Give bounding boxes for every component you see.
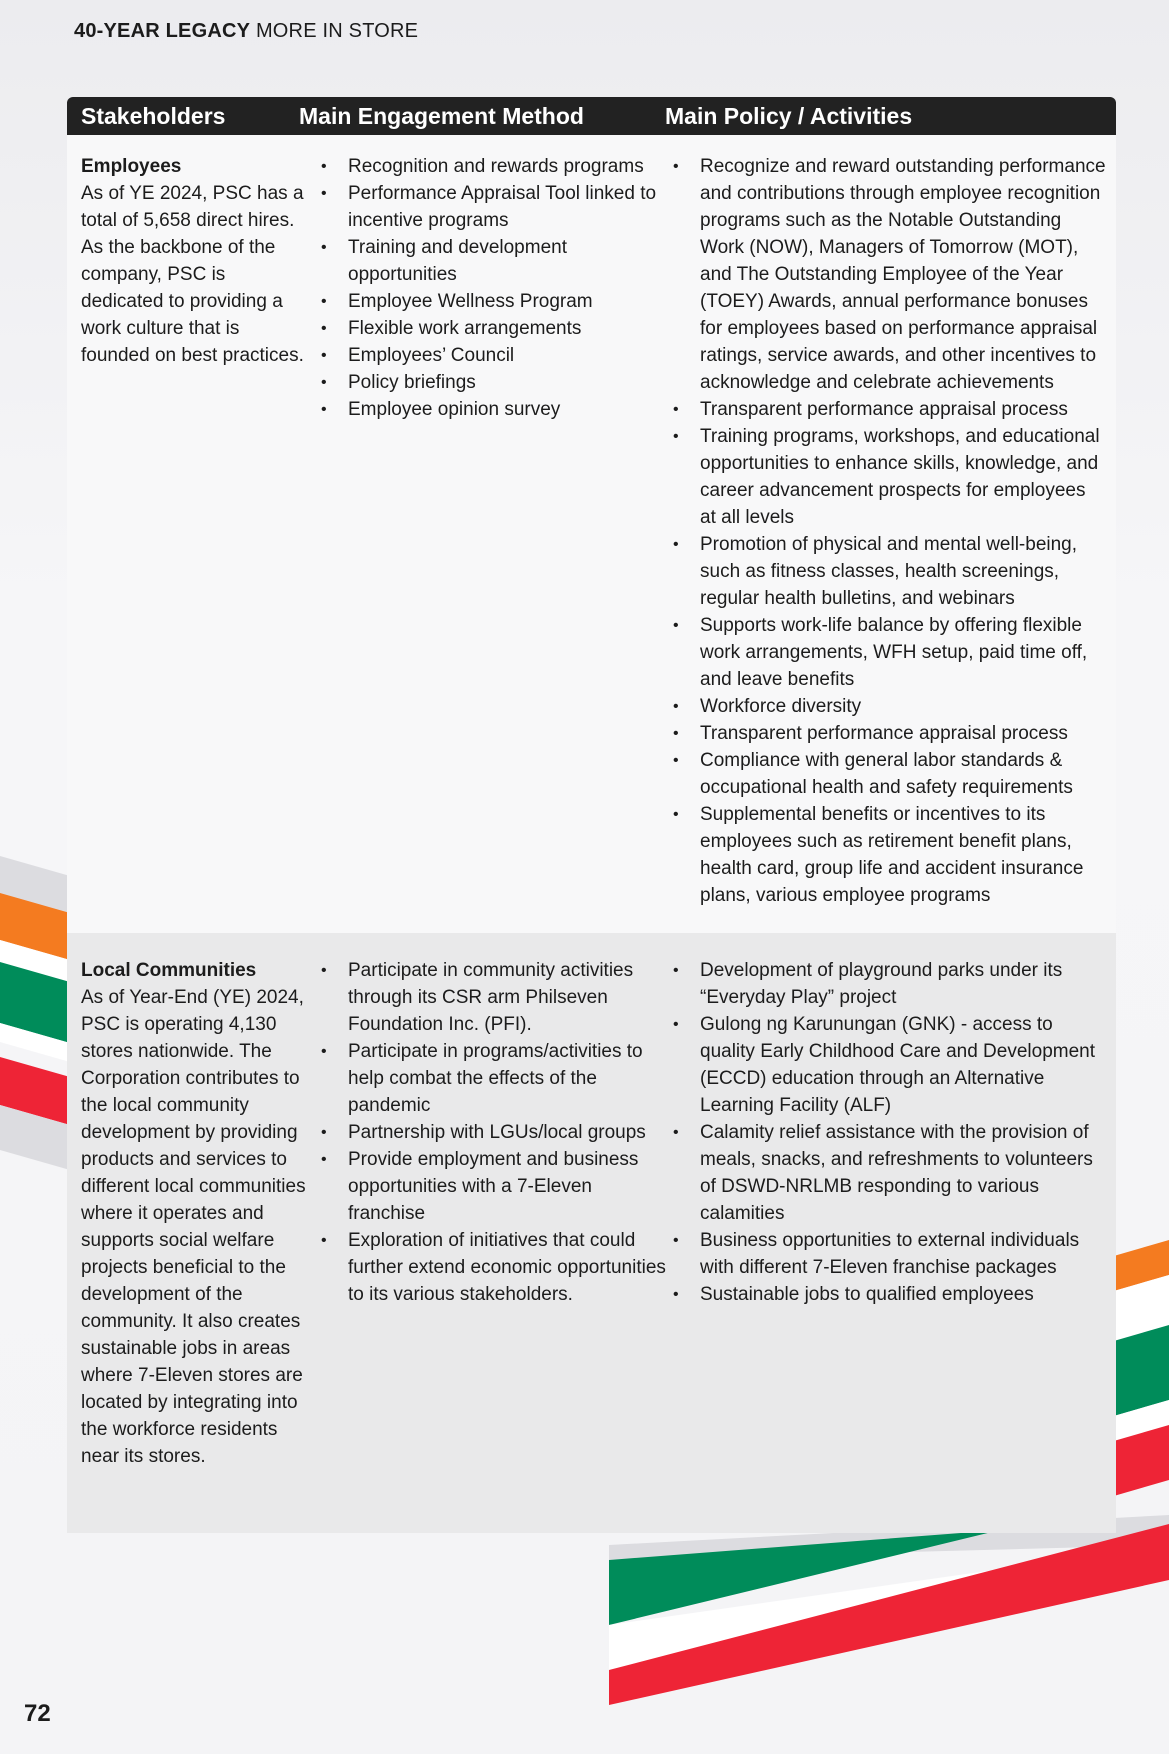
list-item: • Exploration of initiatives that could further extend economic opportunities to its various stakeholders. <box>319 1227 671 1308</box>
list-item: • Employee Wellness Program <box>319 288 671 315</box>
list-item: • Recognition and rewards programs <box>319 153 671 180</box>
list-item: • Workforce diversity <box>671 693 1106 720</box>
list-item: • Policy briefings <box>319 369 671 396</box>
engagement-method-cell <box>309 957 671 1533</box>
list-item: • Training and development opportunities <box>319 234 671 288</box>
list-item: • Gulong ng Karunungan (GNK) - access to quality Early Childhood Care and Development (ECCD) education through an Alternative Learning Facility (ALF) <box>671 1011 1106 1119</box>
column-header-policy-activities: Main Policy / Activities <box>665 102 913 129</box>
page-number: 72 <box>24 1700 51 1727</box>
list-item: • Transparent performance appraisal process <box>671 720 1106 747</box>
table-row <box>67 933 1116 1533</box>
header-bold-text: 40-YEAR LEGACY <box>74 20 251 42</box>
list-item: • Performance Appraisal Tool linked to incentive programs <box>319 180 671 234</box>
table-header <box>67 97 1116 135</box>
column-header-stakeholders: Stakeholders <box>81 102 226 129</box>
table-row <box>67 135 1116 933</box>
engagement-method-cell <box>309 153 671 933</box>
list-item: • Participate in programs/activities to help combat the effects of the pandemic <box>319 1038 671 1119</box>
list-item: • Compliance with general labor standards & occupational health and safety requirements <box>671 747 1106 801</box>
list-item: • Recognize and reward outstanding performance and contributions through employee recognition programs such as the Notable Outstanding Work (NOW), Managers of Tomorrow (MOT), and The Outstanding Employee of the Year (TOEY) Awards, annual performance bonuses for employees based on performance appraisal ratings, service awards, and other incentives to acknowledge and celebrate achievements <box>671 153 1106 396</box>
list-item: • Employees’ Council <box>319 342 671 369</box>
list-item: • Calamity relief assistance with the provision of meals, snacks, and refreshments to volunteers of DSWD-NRLMB responding to various calamities <box>671 1119 1106 1227</box>
page-header <box>74 20 418 43</box>
list-item: • Training programs, workshops, and educational opportunities to enhance skills, knowledge, and career advancement prospects for employees at all levels <box>671 423 1106 531</box>
policy-activities-cell <box>671 153 1116 933</box>
list-item: • Partnership with LGUs/local groups <box>319 1119 671 1146</box>
stakeholder-cell <box>67 957 309 1533</box>
list-item: • Provide employment and business opportunities with a 7-Eleven franchise <box>319 1146 671 1227</box>
stakeholder-description: As of YE 2024, PSC has a total of 5,658 direct hires. As the backbone of the company, PSC is dedicated to providing a work culture that is founded on best practices. <box>81 183 304 366</box>
header-text: MORE IN STORE <box>255 20 419 42</box>
list-item: • Supports work-life balance by offering flexible work arrangements, WFH setup, paid time off, and leave benefits <box>671 612 1106 693</box>
stakeholder-title: Employees <box>81 156 182 177</box>
column-header-engagement-method: Main Engagement Method <box>299 102 584 129</box>
list-item: • Flexible work arrangements <box>319 315 671 342</box>
policy-activities-cell <box>671 957 1116 1533</box>
list-item: • Employee opinion survey <box>319 396 671 423</box>
list-item: • Supplemental benefits or incentives to its employees such as retirement benefit plans, health card, group life and accident insurance plans, various employee programs <box>671 801 1106 909</box>
list-item: • Sustainable jobs to qualified employees <box>671 1281 1106 1308</box>
stakeholder-description: As of Year-End (YE) 2024, PSC is operating 4,130 stores nationwide. The Corporation contributes to the local community development by providing products and services to different local communities where it operates and supports social welfare projects beneficial to the development of the community. It also creates sustainable jobs in areas where 7-Eleven stores are located by integrating into the workforce residents near its stores. <box>81 987 306 1467</box>
stakeholder-cell <box>67 153 309 933</box>
list-item: • Promotion of physical and mental well-being, such as fitness classes, health screenings, regular health bulletins, and webinars <box>671 531 1106 612</box>
list-item: • Development of playground parks under its “Everyday Play” project <box>671 957 1106 1011</box>
stakeholder-title: Local Communities <box>81 960 257 981</box>
stakeholder-table <box>67 97 1116 1533</box>
list-item: • Business opportunities to external individuals with different 7-Eleven franchise packages <box>671 1227 1106 1281</box>
list-item: • Participate in community activities through its CSR arm Philseven Foundation Inc. (PFI). <box>319 957 671 1038</box>
list-item: • Transparent performance appraisal process <box>671 396 1106 423</box>
